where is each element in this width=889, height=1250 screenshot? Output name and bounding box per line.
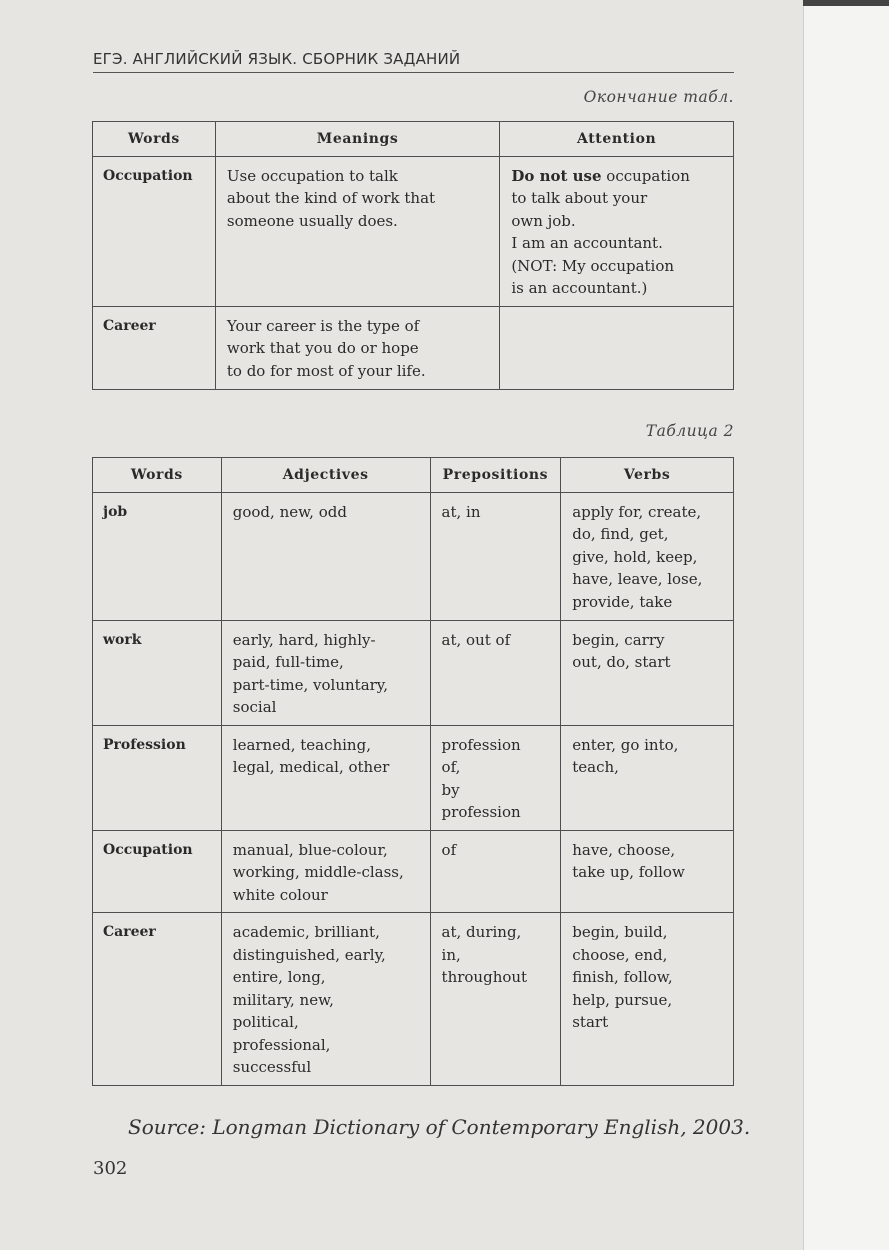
prepositions-line: in, bbox=[441, 945, 461, 964]
prepositions-cell bbox=[430, 830, 561, 913]
word-cell: Occupation bbox=[93, 830, 222, 913]
verbs-line: take up, follow bbox=[572, 863, 685, 881]
table2-caption: Таблица 2 bbox=[645, 422, 734, 440]
verbs-cell bbox=[561, 913, 734, 1086]
word-cell: Occupation bbox=[93, 156, 216, 306]
word-cell: job bbox=[93, 492, 222, 620]
attention-line bbox=[511, 165, 723, 188]
meaning-cell bbox=[215, 156, 499, 306]
word-cell: Profession bbox=[93, 725, 222, 830]
adjectives-cell bbox=[221, 725, 430, 830]
column-header-attention: Attention bbox=[500, 122, 734, 157]
prepositions-line: by bbox=[441, 780, 460, 799]
meaning-line: Use occupation to talk bbox=[226, 166, 398, 185]
attention-line: (NOT: My occupation bbox=[511, 256, 675, 275]
meaning-line: someone usually does. bbox=[226, 211, 398, 230]
prepositions-cell bbox=[430, 725, 561, 830]
verbs-line: begin, build, bbox=[572, 923, 668, 941]
attention-line: I am an accountant. bbox=[511, 234, 663, 252]
verbs-line: teach, bbox=[572, 758, 619, 776]
word-cell: Career bbox=[93, 913, 222, 1086]
verbs-line: start bbox=[572, 1013, 609, 1031]
verbs-line: out, do, start bbox=[572, 653, 671, 671]
verbs-line: begin, carry bbox=[572, 630, 665, 649]
prepositions-cell bbox=[430, 492, 561, 620]
attention-text: occupation bbox=[601, 166, 690, 185]
adjectives-line: military, new, bbox=[232, 990, 334, 1009]
adjectives-line: learned, teaching, bbox=[232, 735, 371, 754]
verbs-cell bbox=[561, 620, 734, 725]
verbs-line: apply for, create, bbox=[572, 502, 702, 521]
table-row bbox=[93, 725, 734, 830]
adjectives-line: academic, brilliant, bbox=[232, 923, 380, 941]
table-header-row bbox=[93, 122, 734, 157]
verbs-line: finish, follow, bbox=[572, 968, 673, 986]
attention-cell bbox=[500, 306, 734, 389]
table-row bbox=[93, 830, 734, 913]
source-citation: Source: Longman Dictionary of Contemporary English, 2003. bbox=[128, 1115, 751, 1139]
collocations-table bbox=[92, 457, 734, 1086]
adjectives-cell bbox=[221, 830, 430, 913]
attention-line: is an accountant.) bbox=[511, 279, 648, 297]
adjectives-line: paid, full-time, bbox=[232, 653, 344, 671]
meaning-line: work that you do or hope bbox=[226, 339, 419, 357]
verbs-line: help, pursue, bbox=[572, 990, 673, 1009]
verbs-line: have, leave, lose, bbox=[572, 570, 703, 588]
table1-caption: Окончание табл. bbox=[583, 88, 734, 106]
attention-line: own job. bbox=[511, 211, 576, 230]
word-cell: work bbox=[93, 620, 222, 725]
attention-emphasis: Do not use bbox=[511, 166, 602, 185]
adjectives-line: white colour bbox=[232, 885, 328, 904]
adjectives-line: part-time, voluntary, bbox=[232, 675, 389, 694]
column-header-words: Words bbox=[93, 458, 222, 493]
verbs-line: have, choose, bbox=[572, 840, 676, 859]
word-cell: Career bbox=[93, 306, 216, 389]
page-number: 302 bbox=[93, 1158, 128, 1179]
meaning-line: Your career is the type of bbox=[226, 316, 420, 335]
adjectives-line: manual, blue-colour, bbox=[232, 840, 388, 859]
verbs-line: choose, end, bbox=[572, 945, 668, 964]
adjectives-cell bbox=[221, 913, 430, 1086]
prepositions-cell bbox=[430, 913, 561, 1086]
table-row bbox=[93, 306, 734, 389]
prepositions-line: at, out of bbox=[441, 630, 511, 649]
verbs-cell bbox=[561, 492, 734, 620]
prepositions-line: profession bbox=[441, 803, 521, 821]
meaning-cell bbox=[215, 306, 499, 389]
adjectives-line: professional, bbox=[232, 1035, 331, 1054]
prepositions-line: at, in bbox=[441, 502, 481, 521]
attention-line: to talk about your bbox=[511, 189, 648, 207]
prepositions-line: of, bbox=[441, 758, 461, 776]
meaning-line: about the kind of work that bbox=[226, 189, 436, 207]
table-row bbox=[93, 913, 734, 1086]
adjectives-line: early, hard, highly- bbox=[232, 630, 376, 649]
meaning-line: to do for most of your life. bbox=[226, 361, 426, 380]
prepositions-cell bbox=[430, 620, 561, 725]
adjectives-line: distinguished, early, bbox=[232, 945, 386, 964]
verbs-cell bbox=[561, 725, 734, 830]
adjectives-line: good, new, odd bbox=[232, 502, 347, 521]
adjectives-line: working, middle-class, bbox=[232, 863, 404, 881]
verbs-line: enter, go into, bbox=[572, 735, 679, 754]
adjectives-line: political, bbox=[232, 1013, 299, 1031]
attention-cell bbox=[500, 156, 734, 306]
words-meanings-table bbox=[92, 121, 734, 390]
adjectives-cell bbox=[221, 620, 430, 725]
column-header-prepositions: Prepositions bbox=[430, 458, 561, 493]
running-header: ЕГЭ. АНГЛИЙСКИЙ ЯЗЫК. СБОРНИК ЗАДАНИЙ bbox=[93, 50, 734, 73]
verbs-cell bbox=[561, 830, 734, 913]
verbs-line: provide, take bbox=[572, 592, 673, 611]
column-header-meanings: Meanings bbox=[215, 122, 499, 157]
table-header-row bbox=[93, 458, 734, 493]
verbs-line: give, hold, keep, bbox=[572, 547, 698, 566]
column-header-words: Words bbox=[93, 122, 216, 157]
column-header-adjectives: Adjectives bbox=[221, 458, 430, 493]
adjectives-cell bbox=[221, 492, 430, 620]
table-row bbox=[93, 620, 734, 725]
adjectives-line: legal, medical, other bbox=[232, 758, 390, 776]
prepositions-line: at, during, bbox=[441, 923, 522, 941]
page-margin-background bbox=[803, 0, 889, 1250]
column-header-verbs: Verbs bbox=[561, 458, 734, 493]
adjectives-line: successful bbox=[232, 1058, 312, 1076]
prepositions-line: throughout bbox=[441, 968, 528, 986]
scan-edge-shadow bbox=[803, 0, 889, 6]
table-row bbox=[93, 156, 734, 306]
prepositions-line: of bbox=[441, 840, 457, 859]
table-row bbox=[93, 492, 734, 620]
verbs-line: do, find, get, bbox=[572, 525, 669, 543]
adjectives-line: entire, long, bbox=[232, 968, 326, 986]
adjectives-line: social bbox=[232, 698, 277, 716]
prepositions-line: profession bbox=[441, 735, 521, 754]
